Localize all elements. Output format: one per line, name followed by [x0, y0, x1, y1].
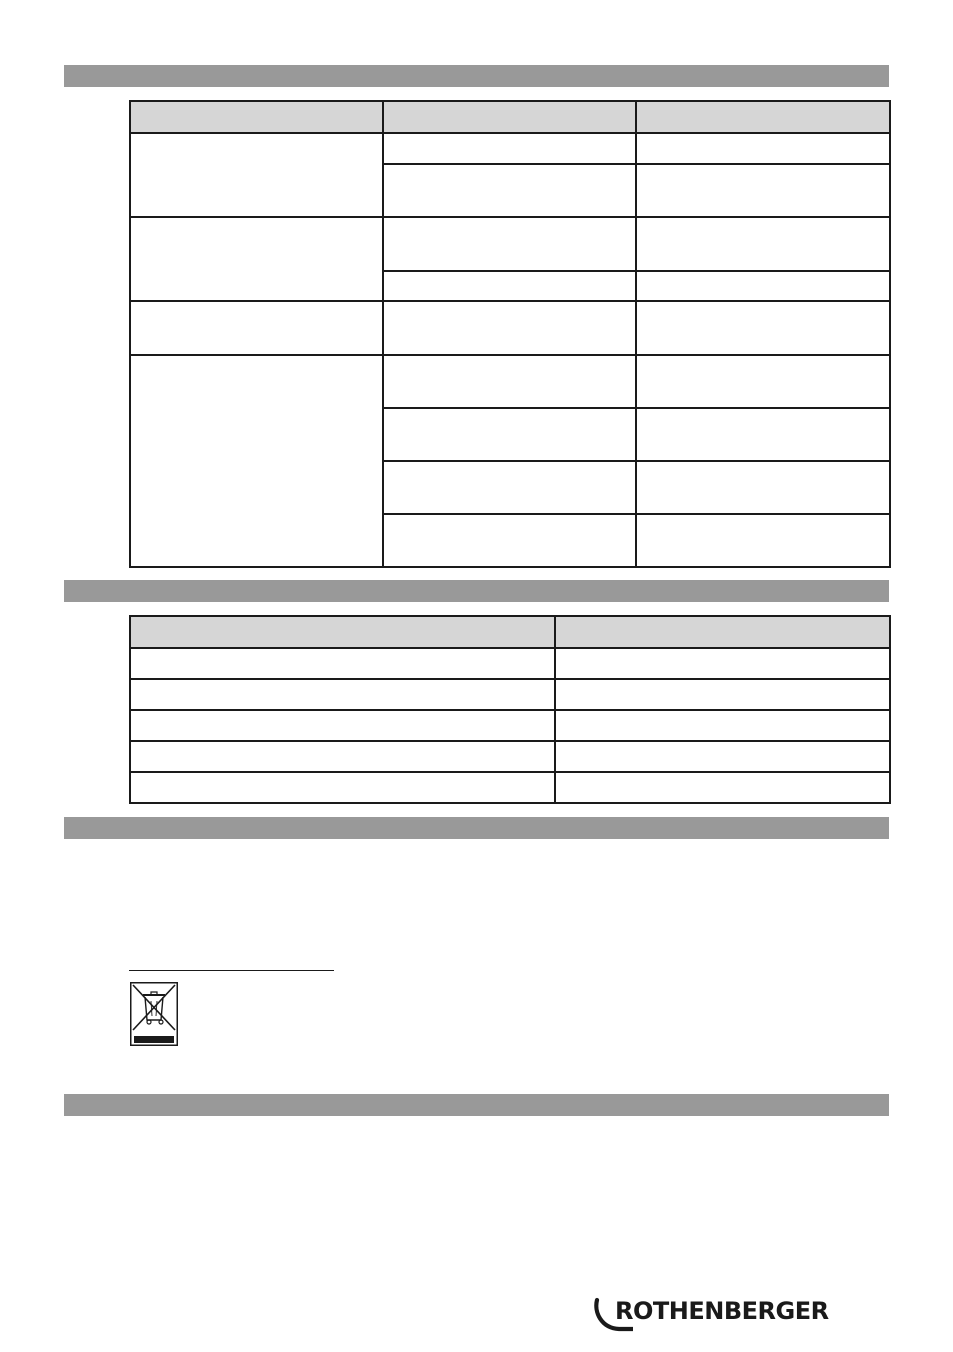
problem-cell — [130, 355, 383, 567]
header-cell-cause — [383, 101, 636, 133]
table-row — [130, 648, 890, 679]
cause-cell — [383, 408, 636, 461]
table-row — [130, 217, 890, 271]
rothenberger-logo — [593, 1296, 838, 1334]
cause-cell — [383, 164, 636, 217]
header-cell-accessory — [130, 616, 555, 648]
accessory-cell — [130, 648, 555, 679]
cause-cell — [383, 301, 636, 355]
accessory-cell — [130, 679, 555, 710]
accessory-cell — [130, 710, 555, 741]
problem-cell — [130, 133, 383, 217]
table-header-row — [130, 101, 890, 133]
remedy-cell — [636, 301, 890, 355]
remedy-cell — [636, 164, 890, 217]
remedy-cell — [636, 271, 890, 301]
table-row — [130, 301, 890, 355]
remedy-cell — [636, 133, 890, 164]
table-row — [130, 772, 890, 803]
cause-cell — [383, 133, 636, 164]
art-no-cell — [555, 741, 890, 772]
problem-cell — [130, 217, 383, 301]
cause-cell — [383, 461, 636, 514]
section-header-bar-3 — [64, 817, 889, 839]
section-header-bar-4 — [64, 1094, 889, 1116]
section-header-bar-2 — [64, 580, 889, 602]
remedy-cell — [636, 355, 890, 408]
cause-cell — [383, 514, 636, 567]
table-row — [130, 679, 890, 710]
table-row — [130, 355, 890, 408]
art-no-cell — [555, 772, 890, 803]
cause-cell — [383, 355, 636, 408]
problem-cell — [130, 301, 383, 355]
underline-rule — [129, 970, 334, 971]
header-cell-remedy — [636, 101, 890, 133]
cause-cell — [383, 217, 636, 271]
art-no-cell — [555, 710, 890, 741]
accessory-cell — [130, 741, 555, 772]
table-header-row — [130, 616, 890, 648]
accessories-table — [129, 615, 891, 804]
remedy-cell — [636, 217, 890, 271]
troubleshooting-table — [129, 100, 891, 568]
remedy-cell — [636, 514, 890, 567]
remedy-cell — [636, 461, 890, 514]
table-row — [130, 710, 890, 741]
crossed-out-wheelie-bin-icon — [130, 982, 178, 1046]
cause-cell — [383, 271, 636, 301]
header-cell-art-no — [555, 616, 890, 648]
table-row — [130, 133, 890, 164]
table-row — [130, 741, 890, 772]
remedy-cell — [636, 408, 890, 461]
art-no-cell — [555, 648, 890, 679]
logo-text: ROTHENBERGER — [615, 1297, 829, 1325]
art-no-cell — [555, 679, 890, 710]
header-cell-problem — [130, 101, 383, 133]
section-header-bar-1 — [64, 65, 889, 87]
accessory-cell — [130, 772, 555, 803]
